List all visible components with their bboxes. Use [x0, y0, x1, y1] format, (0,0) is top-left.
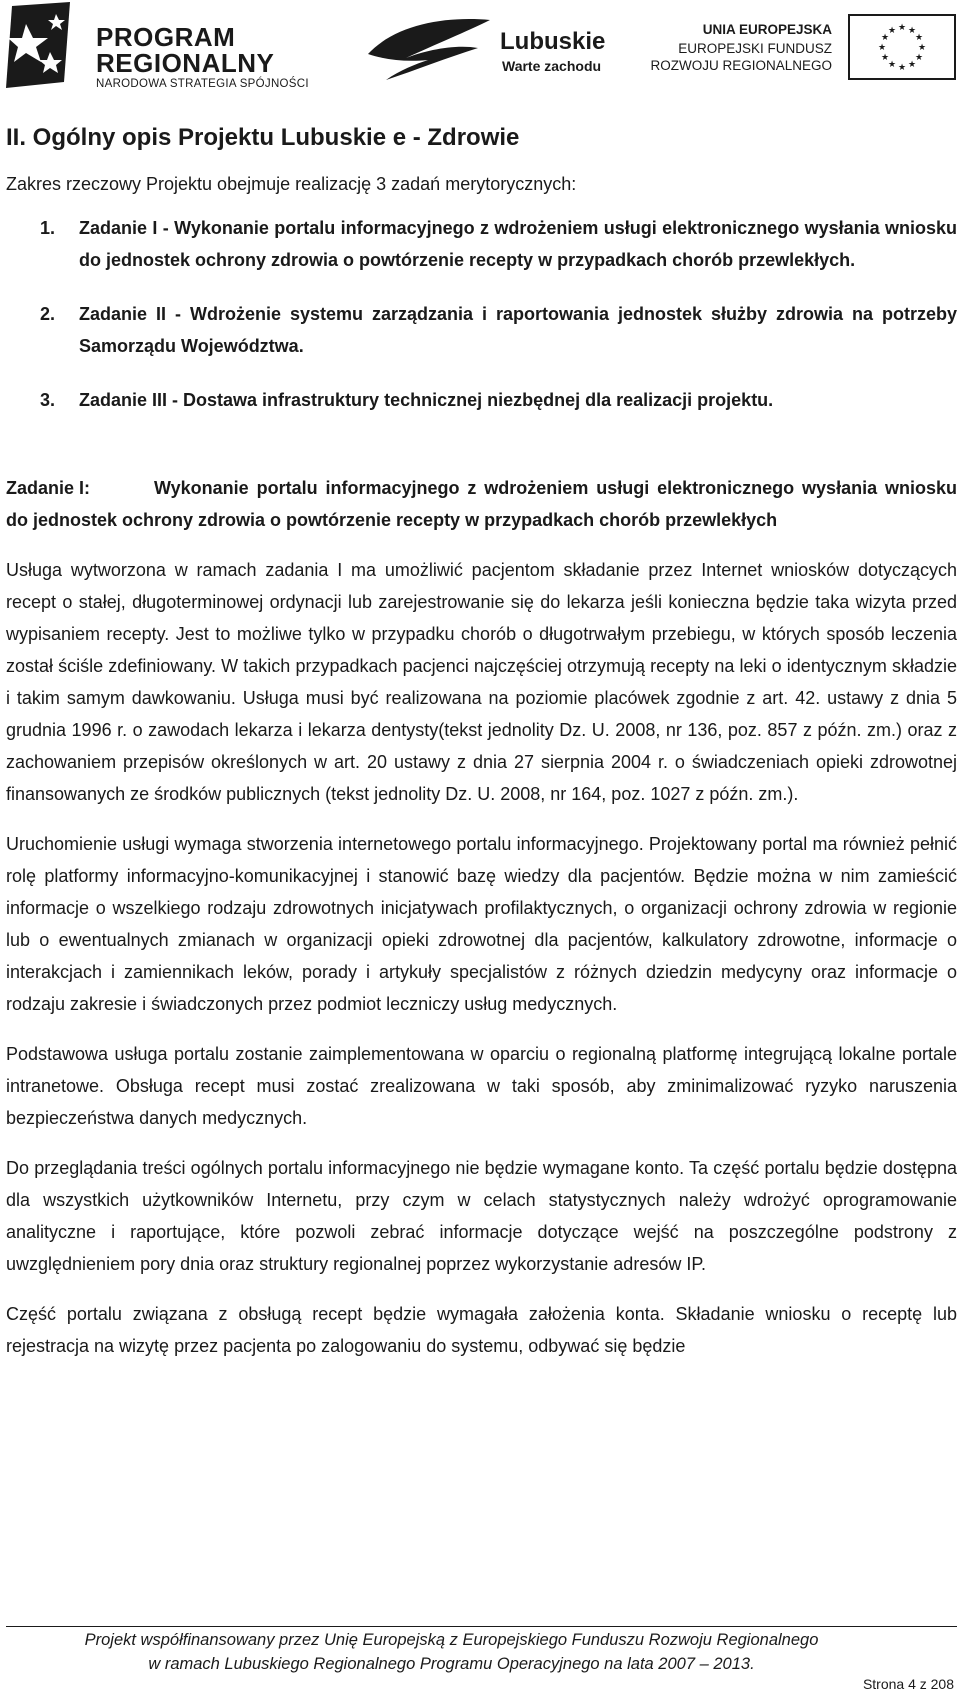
body-paragraph: Uruchomienie usługi wymaga stworzenia internetowego portalu informacyjnego. Projektowany portal ma również pełnić rolę platformy informacyjno-komunikacyjnej i stanowić bazę wiedzy dla pacjentów. Będzie można w nim zamieścić informacje o wszelkiego rodzaju zdrowotnych inicjatywach profilaktycznych, o organizacji ochrony zdrowia w regionie lub o ewentualnych zmianach w organizacji opieki zdrowotnej dla pacjentów, kalkulatory zdrowotne, informacje o interakcjach i zamiennikach leków, porady i artykuły specjalistów z różnych dziedzin medycyny oraz informacje o rodzaju zakresie i świadczonych przez podmiot leczniczy usług medycznych. — [6, 834, 957, 1014]
eu-fund-logo — [650, 14, 958, 84]
page-header — [0, 0, 960, 100]
task-text: Zadanie I - Wykonanie portalu informacyjnego z wdrożeniem usługi elektronicznego wysłania wniosku do jednostek ochrony zdrowia o powtórzenie recepty w przypadkach chorób przewlekłych. — [79, 218, 957, 270]
body-paragraph: Do przeglądania treści ogólnych portalu informacyjnego nie będzie wymagane konto. Ta część portalu będzie dostępna dla wszystkich użytkowników Internetu, przy czym w celach statystycznych należy wdrożyć oprogramowanie analityczne i raportujące, które pozwoli zebrać informacje dotyczące wejść na poszczególne podstrony z uwzględnieniem pory dnia oraz struktury regionalnej poprzez wykorzystanie adresów IP. — [6, 1158, 957, 1274]
program-regionalny-emblem — [6, 2, 76, 88]
task-item — [6, 212, 957, 276]
task-list — [6, 212, 957, 416]
lubuskie-tagline: Warte zachodu — [502, 58, 602, 74]
svg-text:★: ★ — [897, 63, 907, 73]
section-heading: II. Ogólny opis Projektu Lubuskie e - Zdrowie — [6, 124, 520, 151]
task-text: Zadanie III - Dostawa infrastruktury technicznej niezbędnej dla realizacji projektu. — [79, 390, 774, 410]
svg-text:★: ★ — [877, 43, 887, 53]
task-one-label: Zadanie I: — [6, 478, 91, 498]
task-one-title: Wykonanie portalu informacyjnego z wdrożeniem usługi elektronicznego wysłania wniosku do jednostek ochrony zdrowia o powtórzenie recepty w przypadkach chorób przewlekłych — [6, 478, 957, 530]
program-regionalny-logo — [6, 2, 316, 90]
svg-text:★: ★ — [887, 60, 897, 70]
lubuskie-name: Lubuskie — [500, 28, 606, 55]
program-regionalny-subtitle: REGIONALNY — [96, 48, 275, 78]
svg-text:★: ★ — [880, 33, 890, 43]
body-paragraph: Podstawowa usługa portalu zostanie zaimplementowana w oparciu o regionalną platformę integrującą lokalne portale intranetowe. Obsługa recept musi zostać zrealizowana w taki sposób, aby zminimalizować ryzyko naruszenia bezpieczeństwa danych medycznych. — [6, 1044, 957, 1128]
program-regionalny-title: PROGRAM — [96, 22, 236, 52]
svg-text:★: ★ — [880, 53, 890, 63]
task-one-heading — [6, 472, 957, 536]
eu-fund-label: EUROPEJSKI FUNDUSZ — [678, 41, 832, 56]
page-number: Strona 4 z 208 — [862, 1676, 954, 1692]
body-paragraph: Usługa wytworzona w ramach zadania I ma umożliwić pacjentom składanie przez Internet wniosków dotyczących recept o stałej, długoterminowej ordynacji lub zarejestrowanie się do lekarza jeśli konieczna będzie taka wizyta przed wypisaniem recepty. Jest to możliwe tylko w przypadku chorób o długotrwałym przebiegu, w których sposób leczenia został ściśle zdefiniowany. W takich przypadkach pacjenci najczęściej otrzymują recepty na leki o identycznym składzie i takim samym dawkowaniu. Usługa musi być realizowana na poziomie placówek zgodnie z art. 42. ustawy z dnia 5 grudnia 1996 r. o zawodach lekarza i lekarza dentysty(tekst jednolity Dz. U. 2008, nr 136, poz. 857 z późn. zm.) oraz z zachowaniem przepisów określonych w art. 20 ustawy z dnia 27 sierpnia 2004 r. o świadczeniach opieki zdrowotnej finansowanych ze środków publicznych (tekst jednolity Dz. U. 2008, nr 164, poz. 1027 z późn. zm.). — [6, 560, 957, 804]
task-text: Zadanie II - Wdrożenie systemu zarządzania i raportowania jednostek służby zdrowia na potrzeby Samorządu Województwa. — [79, 304, 957, 356]
svg-text:★: ★ — [914, 33, 924, 43]
svg-text:★: ★ — [914, 53, 924, 63]
page-footer — [6, 1628, 957, 1676]
lubuskie-wave-mark — [366, 14, 496, 84]
document-body — [6, 118, 957, 1362]
svg-text:★: ★ — [887, 26, 897, 36]
footer-divider — [6, 1626, 957, 1627]
task-number: 2. — [40, 304, 56, 324]
eu-union-label: UNIA EUROPEJSKA — [702, 22, 832, 37]
eu-flag-icon — [848, 14, 956, 80]
task-item — [6, 384, 957, 416]
intro-paragraph: Zakres rzeczowy Projektu obejmuje realizację 3 zadań merytorycznych: — [6, 174, 577, 194]
eu-regional-label: ROZWOJU REGIONALNEGO — [650, 58, 832, 73]
svg-text:★: ★ — [907, 60, 917, 70]
program-regionalny-tagline: NARODOWA STRATEGIA SPÓJNOŚCI — [96, 78, 309, 90]
task-number: 3. — [40, 390, 56, 410]
task-item — [6, 298, 957, 362]
svg-text:★: ★ — [897, 23, 907, 33]
lubuskie-logo — [366, 14, 626, 84]
svg-text:★: ★ — [917, 43, 927, 53]
svg-text:★: ★ — [907, 26, 917, 36]
footer-cofinancing-line: Projekt współfinansowany przez Unię Europejską z Europejskiego Funduszu Rozwoju Regionalnego — [84, 1631, 819, 1649]
task-number: 1. — [40, 218, 56, 238]
body-paragraph: Część portalu związana z obsługą recept będzie wymagała założenia konta. Składanie wniosku o receptę lub rejestracja na wizytę przez pacjenta po zalogowaniu do systemu, odbywać się będzie — [6, 1304, 957, 1356]
footer-program-line: w ramach Lubuskiego Regionalnego Programu Operacyjnego na lata 2007 – 2013. — [148, 1655, 755, 1673]
